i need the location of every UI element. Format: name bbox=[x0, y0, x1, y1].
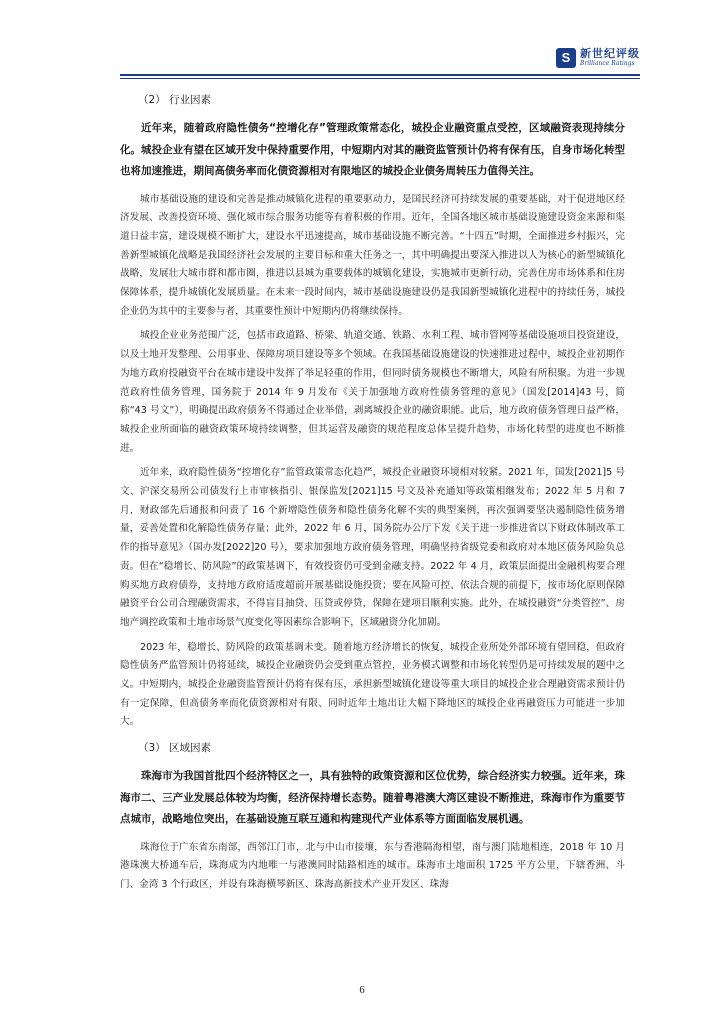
section-heading-industry: （2） 行业因素 bbox=[138, 94, 212, 106]
industry-paragraph-2: 城投企业业务范围广泛，包括市政道路、桥梁、轨道交通、铁路、水利工程、城市管网等基础设施项目投资建设，以及土地开发整理、公用事业、保障房项目建设等多个领域。在我国基础设施建设的快速推进过程中，城投企业初期作为地方政府投融资平台在城市建设中发挥了举足轻重的作用，但同时债务规模也不断增大，风险有所积聚。为进一步规范政府性债务管理，国务院于 2014 年 9 月发布《关于加强地方政府性债务管理的意见》（国发[2014]43 号，简称“43 号文”），明确提出政府债务不得通过企业举借，剥离城投企业的融资职能。此后，地方政府债务管理日益严格，城投企业所面临的融资政策环境持续调整，但其运营及融资的规范程度总体呈提升趋势，市场化转型的进度也不断推进。 bbox=[120, 330, 625, 454]
industry-paragraph-1: 城市基础设施的建设和完善是推动城镇化进程的重要驱动力，是国民经济可持续发展的重要基础，对于促进地区经济发展、改善投资环境、强化城市综合服务功能等有着积极的作用。近年，全国各地区城市基础设施建设资金来源和渠道日益丰富，建设规模不断扩大，建设水平迅速提高，城市基础设施不断完善。“十四五”时期，全面推进乡村振兴，完善新型城镇化战略是我国经济社会发展的主要目标和重大任务之一，其中明确提出要深入推进以人为核心的新型城镇化战略，发展壮大城市群和都市圈，推进以县城为重要载体的城镇化建设，实施城市更新行动，完善住房市场体系和住房保障体系，提升城镇化发展质量。在未来一段时间内，城市基础设施建设仍是我国新型城镇化进程中的持续任务，城投企业仍为其中的主要参与者，其重要性预计中短期内仍将继续保持。 bbox=[120, 193, 625, 317]
document-body bbox=[120, 92, 625, 901]
header-rule-thick bbox=[120, 74, 640, 76]
page-header bbox=[120, 48, 640, 72]
industry-summary: 近年来，随着政府隐性债务“控增化存”管理政策常态化，城投企业融资重点受控，区域融资表现持续分化。城投企业有望在区域开发中保持重要作用，中短期内对其的融资监管预计仍将有保有压，自身市场化转型也将加速推进，期间高债务率而化债资源相对有限地区的城投企业债务周转压力值得关注。 bbox=[120, 122, 625, 177]
region-summary: 珠海市为我国首批四个经济特区之一，具有独特的政策资源和区位优势，综合经济实力较强。近年来，珠海市二、三产业发展总体较为均衡，经济保持增长态势。随着粤港澳大湾区建设不断推进，珠海市作为重要节点城市，战略地位突出，在基础设施互联互通和构建现代产业体系等方面面临发展机遇。 bbox=[120, 770, 625, 826]
industry-paragraph-3: 近年来，政府隐性债务“控增化存”监管政策常态化趋严，城投企业融资环境相对较紧。2021 年，国发[2021]5 号文、沪深交易所公司债发行上市审核指引、银保监发[2021]15 号文及补充通知等政策相继发布；2022 年 5 月和 7 月，财政部先后通报和问责了 16 个新增隐性债务和隐性债务化解不实的典型案例，再次强调要坚决遏制隐性债务增量，妥善处置和化解隐性债务存量；此外，2022 年 6 月，国务院办公厅下发《关于进一步推进省以下财政体制改革工作的指导意见》（国办发[2022]20 号），要求加强地方政府债务管理，明确坚持省级党委和政府对本地区债务风险负总责。但在“稳增长、防风险”的政策基调下，有效投资仍可受到金融支持。2022 年 4 月，政策层面提出金融机构要合理购买地方政府债券，支持地方政府适度超前开展基础设施投资；要在风险可控、依法合规的前提下，按市场化原则保障融资平台公司合理融资需求，不得盲目抽贷、压贷或停贷，保障在建项目顺利实施。此外，在城投融资“分类管控”、房地产调控政策和土地市场景气度变化等因素综合影响下，区域融资分化加剧。 bbox=[120, 467, 625, 628]
page-number: 6 bbox=[359, 985, 365, 996]
header-rule-thin bbox=[120, 78, 640, 79]
logo-english-name: Brilliance Ratings bbox=[580, 60, 635, 67]
company-logo bbox=[556, 48, 640, 68]
section-heading-region: （3） 区域因素 bbox=[138, 742, 212, 755]
industry-paragraph-4: 2023 年，稳增长、防风险的政策基调未变。随着地方经济增长的恢复，城投企业所处外部环境有望回稳，但政府隐性债务严监管预计仍将延续，城投企业融资仍会受到重点管控，业务模式调整和市场化转型仍是可持续发展的题中之义。中短期内，城投企业融资监管预计仍将有保有压，承担新型城镇化建设等重大项目的城投企业合理融资需求预计仍有一定保障，但高债务率而化债资源相对有限、同时近年土地出让大幅下降地区的城投企业再融资压力可能进一步加大。 bbox=[120, 641, 625, 728]
logo-chinese-name: 新世纪评级 bbox=[580, 47, 640, 60]
region-paragraph-1: 珠海位于广东省东南部，西邻江门市，北与中山市接壤，东与香港隔海相望，南与澳门陆地相连，2018 年 10 月港珠澳大桥通车后，珠海成为内地唯一与港澳同时陆路相连的城市。珠海市土地面积 1725 平方公里，下辖香洲、斗门、金湾 3 个行政区，并设有珠海横琴新区、珠海高新技术产业开发区、珠海 bbox=[120, 841, 625, 891]
logo-icon: S bbox=[556, 48, 576, 68]
